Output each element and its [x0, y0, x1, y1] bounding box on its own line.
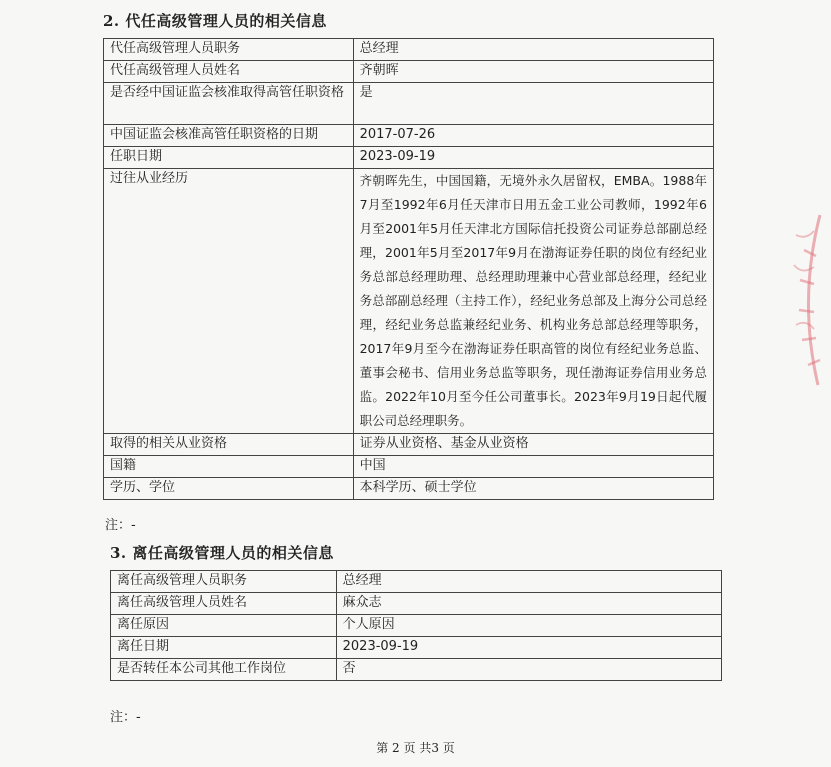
table-row: [111, 659, 722, 681]
section2-table: [103, 38, 714, 500]
row-value: 否: [336, 659, 721, 681]
row-key: 国籍: [104, 456, 354, 478]
table-row: [104, 39, 714, 61]
table-row: [111, 637, 722, 659]
table-row: [111, 571, 722, 593]
row-value: 2023-09-19: [336, 637, 721, 659]
row-key: 离任日期: [111, 637, 337, 659]
stamp-fragment: [790, 205, 831, 395]
table-row: [104, 61, 714, 83]
table-row: [111, 593, 722, 615]
page-footer: 第 2 页 共3 页: [376, 741, 455, 755]
row-value: 齐朝晖先生，中国国籍，无境外永久居留权，EMBA。1988年7月至1992年6月任天津市日用五金工业公司教师，1992年6月至2001年5月任天津北方国际信托投资公司证券总部副总经理，2001年5月至2017年9月在渤海证券任职的岗位有经纪业务总部总经理助理、总经理助理兼中心营业部总经理，经纪业务总部副总经理（主持工作），经纪业务总部及上海分公司总经理，经纪业务总监兼经纪业务、机构业务总部总经理等职务，2017年9月至今在渤海证券任职高管的岗位有经纪业务总监、董事会秘书、信用业务总监等职务，现任渤海证券信用业务总监。2022年10月至今任公司董事长。2023年9月19日起代履职公司总经理职务。: [353, 169, 713, 434]
row-key: 离任原因: [111, 615, 337, 637]
table-row: [111, 615, 722, 637]
row-value: 证券从业资格、基金从业资格: [353, 434, 713, 456]
row-value: 2023-09-19: [353, 147, 713, 169]
row-key: 任职日期: [104, 147, 354, 169]
row-key: 离任高级管理人员职务: [111, 571, 337, 593]
row-key: 是否转任本公司其他工作岗位: [111, 659, 337, 681]
table-row: [104, 147, 714, 169]
table-row: [104, 434, 714, 456]
row-key: 代任高级管理人员姓名: [104, 61, 354, 83]
row-value: 总经理: [336, 571, 721, 593]
section2-title: 2. 代任高级管理人员的相关信息: [103, 12, 327, 30]
row-value: 个人原因: [336, 615, 721, 637]
row-key: 学历、学位: [104, 478, 354, 500]
row-value: 2017-07-26: [353, 125, 713, 147]
row-value: 是: [353, 83, 713, 125]
row-value: 总经理: [353, 39, 713, 61]
row-key: 过往从业经历: [104, 169, 354, 434]
row-key: 中国证监会核准高管任职资格的日期: [104, 125, 354, 147]
row-key: 离任高级管理人员姓名: [111, 593, 337, 615]
row-key: 是否经中国证监会核准取得高管任职资格: [104, 83, 354, 125]
table-row: [104, 83, 714, 125]
table-row: [104, 125, 714, 147]
row-value: 齐朝晖: [353, 61, 713, 83]
section3-table: [110, 570, 722, 681]
section3-note: 注：-: [110, 710, 141, 725]
row-key: 代任高级管理人员职务: [104, 39, 354, 61]
row-value: 中国: [353, 456, 713, 478]
row-value: 麻众志: [336, 593, 721, 615]
row-key: 取得的相关从业资格: [104, 434, 354, 456]
table-row: [104, 169, 714, 434]
section2-note: 注：-: [105, 518, 136, 533]
table-row: [104, 478, 714, 500]
table-row: [104, 456, 714, 478]
row-value: 本科学历、硕士学位: [353, 478, 713, 500]
section3-title: 3. 离任高级管理人员的相关信息: [110, 544, 334, 562]
